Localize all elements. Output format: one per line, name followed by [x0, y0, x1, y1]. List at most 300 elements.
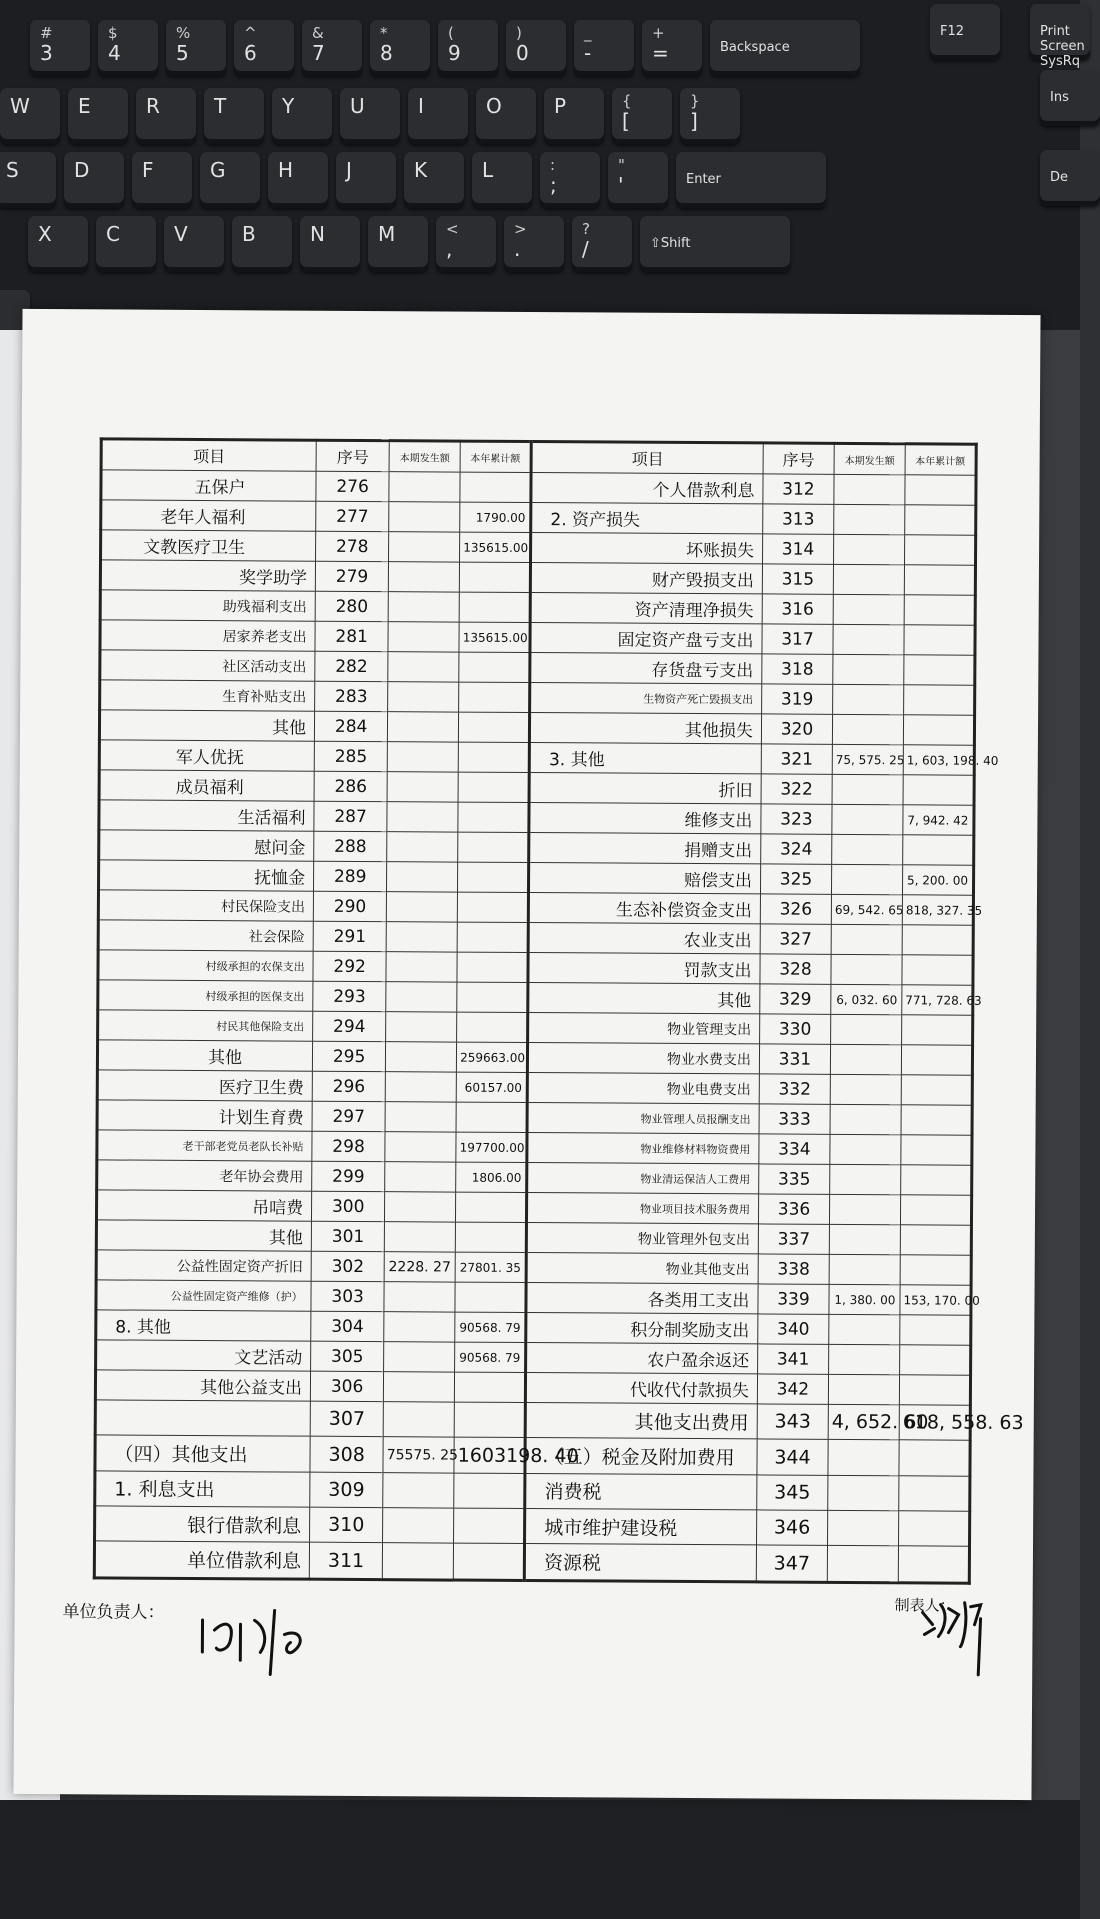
desk-bottom: [0, 1800, 1080, 1919]
right-current-cell: 4, 652. 60: [828, 1404, 899, 1440]
left-ytd-cell: [459, 592, 530, 622]
left-current-cell: [386, 952, 457, 982]
right-current-cell: [827, 1546, 898, 1583]
left-item-cell: 助残福利支出: [100, 590, 315, 621]
right-item-cell: 物业项目技术服务费用: [527, 1193, 759, 1224]
left-current-cell: 75575. 25: [383, 1437, 454, 1473]
right-item-cell: 消费税: [525, 1473, 757, 1510]
key-label: -: [584, 41, 592, 65]
left-item-cell: 公益性固定资产维修（护）: [96, 1280, 311, 1311]
right-seq-cell: 314: [762, 534, 833, 564]
left-seq-cell: 296: [312, 1071, 385, 1101]
right-ytd-cell: 818, 327. 35: [902, 895, 973, 925]
right-ytd-cell: 771, 728. 63: [902, 985, 973, 1015]
right-seq-cell: 333: [759, 1104, 830, 1134]
left-seq-cell: 303: [311, 1281, 384, 1311]
left-seq-cell: 277: [316, 501, 389, 531]
left-current-cell: [389, 532, 460, 562]
right-item-cell: 代收代付款损失: [526, 1373, 758, 1404]
left-item-cell: 吊唁费: [96, 1190, 311, 1221]
left-seq-cell: 306: [310, 1371, 383, 1401]
key-shift-label: <: [446, 220, 459, 238]
right-item-cell: 物业管理支出: [528, 1013, 760, 1044]
right-item-cell: 资产清理净损失: [530, 593, 762, 624]
header-current-right: 本期发生额: [834, 443, 905, 474]
right-current-cell: [829, 1314, 900, 1344]
key-label: 9: [448, 41, 461, 65]
right-item-cell: 其他支出费用: [525, 1403, 757, 1440]
left-current-cell: [388, 652, 459, 682]
right-item-cell: 物业清运保洁人工费用: [527, 1163, 759, 1194]
key-1-5: [340, 88, 400, 144]
left-seq-cell: 295: [312, 1041, 385, 1071]
key-shift-label: &: [312, 24, 324, 42]
right-item-cell: 各类用工支出: [526, 1283, 758, 1314]
key-label: 6: [244, 41, 257, 65]
left-item-cell: 单位借款利息: [94, 1541, 309, 1579]
key-label: V: [174, 222, 188, 246]
right-item-cell: 财产毁损支出: [530, 563, 762, 594]
table-row: [95, 1506, 970, 1547]
key-label: ,: [446, 237, 453, 261]
key-2-7: [472, 152, 532, 208]
key-2-8: [540, 152, 600, 208]
key-label: J: [346, 158, 352, 182]
left-ytd-cell: [458, 802, 529, 832]
left-current-cell: [388, 712, 459, 742]
left-seq-cell: 307: [310, 1401, 383, 1437]
key-prtsc: Print Screen SysRq: [1030, 4, 1090, 60]
left-item-cell: 8. 其他: [96, 1310, 311, 1341]
left-ytd-cell: 1603198. 40: [454, 1437, 525, 1473]
right-ytd-cell: [904, 625, 975, 655]
key-1-0: [0, 88, 60, 144]
key-label: ⇧Shift: [650, 236, 691, 251]
left-ytd-cell: [456, 1102, 527, 1132]
expense-ledger-table: [93, 437, 1024, 1584]
left-ytd-cell: [454, 1402, 525, 1438]
right-seq-cell: 312: [763, 474, 834, 504]
key-1-7: [476, 88, 536, 144]
key-shift-label: :: [550, 156, 556, 174]
left-seq-cell: 299: [312, 1161, 385, 1191]
key-3-9: [640, 216, 790, 272]
right-current-cell: [827, 1510, 898, 1546]
right-current-cell: [833, 564, 904, 594]
right-seq-cell: 336: [758, 1194, 829, 1224]
right-item-cell: 固定资产盘亏支出: [530, 623, 762, 654]
header-seq-right: 序号: [763, 443, 834, 474]
left-item-cell: 军人优抚: [99, 740, 314, 771]
key-0-9: [642, 20, 702, 76]
left-item-cell: 银行借款利息: [95, 1506, 310, 1543]
right-seq-cell: 346: [756, 1510, 827, 1546]
key-label: 4: [108, 41, 121, 65]
key-label: S: [6, 158, 19, 182]
left-item-cell: 奖学助学: [100, 560, 315, 591]
right-current-cell: [832, 774, 903, 804]
key-0-4: [302, 20, 362, 76]
left-current-cell: 2228. 27: [384, 1252, 455, 1282]
key-label: 7: [312, 41, 325, 65]
right-ytd-cell: [904, 685, 975, 715]
right-ytd-cell: 5, 200. 00: [902, 865, 973, 895]
left-seq-cell: 301: [311, 1221, 384, 1251]
right-current-cell: [832, 804, 903, 834]
left-item-cell: 老年人福利: [101, 500, 316, 531]
right-current-cell: [831, 954, 902, 984]
right-ytd-cell: [900, 1345, 971, 1375]
key-0-6: [438, 20, 498, 76]
left-seq-cell: 278: [316, 531, 389, 561]
key-label: D: [74, 158, 90, 182]
key-label: 0: [516, 41, 529, 65]
left-ytd-cell: [459, 652, 530, 682]
preparer-signature: [918, 1584, 1019, 1685]
left-item-cell: 计划生育费: [97, 1100, 312, 1131]
left-current-cell: [386, 1012, 457, 1042]
left-seq-cell: 283: [315, 681, 388, 711]
left-current-cell: [388, 622, 459, 652]
left-ytd-cell: [455, 1222, 526, 1252]
right-current-cell: [833, 624, 904, 654]
left-seq-cell: 291: [313, 921, 386, 951]
left-item-cell: 公益性固定资产折旧: [96, 1250, 311, 1281]
key-label: M: [378, 222, 396, 246]
right-current-cell: 1, 380. 00: [829, 1284, 900, 1314]
key-label: Y: [282, 94, 295, 118]
left-item-cell: 社区活动支出: [100, 650, 315, 681]
left-seq-cell: 281: [315, 621, 388, 651]
right-ytd-cell: [901, 1075, 972, 1105]
left-current-cell: [387, 772, 458, 802]
right-current-cell: [831, 924, 902, 954]
right-current-cell: [830, 1164, 901, 1194]
left-current-cell: [386, 982, 457, 1012]
left-ytd-cell: [458, 742, 529, 772]
right-current-cell: [830, 1044, 901, 1074]
left-ytd-cell: [456, 1192, 527, 1222]
left-ytd-cell: [455, 1372, 526, 1402]
key-label: T: [214, 94, 227, 118]
left-item-cell: 其他: [97, 1040, 312, 1071]
right-seq-cell: 341: [758, 1344, 829, 1374]
key-label: 5: [176, 41, 189, 65]
left-item-cell: 文教医疗卫生: [101, 530, 316, 561]
left-ytd-cell: [458, 832, 529, 862]
right-seq-cell: 347: [756, 1545, 827, 1582]
left-ytd-cell: [457, 982, 528, 1012]
left-seq-cell: 287: [314, 801, 387, 831]
left-item-cell: 其他公益支出: [95, 1370, 310, 1401]
right-current-cell: [834, 474, 905, 504]
key-2-10: [676, 152, 826, 208]
left-item-cell: 社会保险: [98, 920, 313, 951]
right-item-cell: 其他: [528, 983, 760, 1014]
right-current-cell: [831, 1014, 902, 1044]
key-3-7: [504, 216, 564, 272]
table-row: [95, 1471, 970, 1512]
key-shift-label: >: [514, 220, 527, 238]
left-item-cell: 其他: [96, 1220, 311, 1251]
key-label: ': [618, 173, 624, 197]
right-ytd-cell: [899, 1440, 970, 1476]
key-label: X: [38, 222, 52, 246]
right-ytd-cell: [901, 1105, 972, 1135]
left-item-cell: 老干部老党员老队长补贴: [97, 1130, 312, 1161]
right-current-cell: 69, 542. 65: [831, 894, 902, 924]
right-seq-cell: 339: [758, 1284, 829, 1314]
right-ytd-cell: 618, 558. 63: [899, 1405, 970, 1441]
right-current-cell: [829, 1344, 900, 1374]
key-ins: Ins: [1040, 70, 1100, 126]
key-1-8: [544, 88, 604, 144]
right-current-cell: [829, 1194, 900, 1224]
left-ytd-cell: 135615.00: [459, 622, 530, 652]
left-current-cell: [385, 1162, 456, 1192]
left-ytd-cell: [458, 862, 529, 892]
header-ytd-right: 本年累计额: [905, 444, 976, 475]
right-item-cell: 物业维修材料物资费用: [527, 1133, 759, 1164]
key-label: 3: [40, 41, 53, 65]
paper-sheet: [13, 309, 1040, 1800]
right-ytd-cell: [903, 715, 974, 745]
left-current-cell: [382, 1543, 453, 1580]
right-ytd-cell: [900, 1225, 971, 1255]
left-current-cell: [384, 1372, 455, 1402]
left-current-cell: [385, 1192, 456, 1222]
left-item-cell: 医疗卫生费: [97, 1070, 312, 1101]
key-0-8: [574, 20, 634, 76]
right-seq-cell: 315: [762, 564, 833, 594]
right-ytd-cell: [902, 925, 973, 955]
right-ytd-cell: [900, 1315, 971, 1345]
left-ytd-cell: [458, 772, 529, 802]
right-current-cell: [833, 654, 904, 684]
left-seq-cell: 285: [314, 741, 387, 771]
key-2-1: [64, 152, 124, 208]
key-1-3: [204, 88, 264, 144]
key-label: W: [10, 94, 30, 118]
right-seq-cell: 335: [759, 1164, 830, 1194]
header-item-right: 项目: [531, 442, 763, 474]
key-0-2: [166, 20, 226, 76]
right-item-cell: 物业管理外包支出: [526, 1223, 758, 1254]
right-seq-cell: 327: [760, 924, 831, 954]
left-current-cell: [389, 472, 460, 502]
right-ytd-cell: [904, 595, 975, 625]
left-item-cell: 村民其他保险支出: [98, 1010, 313, 1041]
right-item-cell: 赔偿支出: [529, 863, 761, 894]
left-seq-cell: 294: [313, 1011, 386, 1041]
preparer-label: 制表人：: [894, 1596, 955, 1615]
key-label: L: [482, 158, 494, 182]
left-current-cell: [384, 1282, 455, 1312]
left-item-cell: 村民保险支出: [98, 890, 313, 921]
right-item-cell: 维修支出: [529, 803, 761, 834]
key-2-9: [608, 152, 668, 208]
left-ytd-cell: 259663.00: [457, 1042, 528, 1072]
right-seq-cell: 325: [760, 864, 831, 894]
key-2-3: [200, 152, 260, 208]
right-ytd-cell: 153, 170. 00: [900, 1285, 971, 1315]
header-item: 项目: [101, 439, 316, 471]
key-shift-label: _: [584, 24, 592, 42]
key-label: F: [142, 158, 154, 182]
key-label: N: [310, 222, 325, 246]
right-current-cell: [833, 594, 904, 624]
left-ytd-cell: 1790.00: [460, 502, 531, 532]
left-ytd-cell: [459, 712, 530, 742]
right-seq-cell: 318: [762, 654, 833, 684]
key-0-10: [710, 20, 860, 76]
left-item-cell: 村级承担的农保支出: [98, 950, 313, 981]
left-seq-cell: 288: [314, 831, 387, 861]
right-seq-cell: 326: [760, 894, 831, 924]
right-seq-cell: 324: [761, 834, 832, 864]
left-seq-cell: 293: [313, 981, 386, 1011]
right-seq-cell: 322: [761, 774, 832, 804]
right-current-cell: [832, 834, 903, 864]
left-seq-cell: 304: [311, 1311, 384, 1341]
right-current-cell: [831, 864, 902, 894]
key-3-4: [300, 216, 360, 272]
right-current-cell: [828, 1374, 899, 1404]
key-label: 8: [380, 41, 393, 65]
right-seq-cell: 344: [757, 1439, 828, 1475]
left-current-cell: [383, 1402, 454, 1438]
leader-signature: [194, 1590, 355, 1681]
left-item-cell: [95, 1400, 310, 1437]
key-label: [: [622, 109, 630, 133]
right-item-cell: 存货盘亏支出: [530, 653, 762, 684]
key-1-10: [680, 88, 740, 144]
key-0-7: [506, 20, 566, 76]
right-ytd-cell: [899, 1476, 970, 1512]
key-shift-label: %: [176, 24, 191, 42]
right-seq-cell: 334: [759, 1134, 830, 1164]
key-label: G: [210, 158, 226, 182]
left-current-cell: [385, 1132, 456, 1162]
left-item-cell: 五保户: [101, 470, 316, 501]
key-shift-label: ): [516, 24, 522, 42]
right-ytd-cell: [905, 475, 976, 505]
key-shift-label: {: [622, 92, 632, 110]
key-shift-label: }: [690, 92, 700, 110]
key-3-8: [572, 216, 632, 272]
right-seq-cell: 343: [757, 1404, 828, 1440]
right-item-cell: 物业水费支出: [528, 1043, 760, 1074]
left-seq-cell: 302: [311, 1251, 384, 1281]
key-0-0: [30, 20, 90, 76]
key-label: C: [106, 222, 120, 246]
left-ytd-cell: [454, 1508, 525, 1544]
right-seq-cell: 319: [762, 684, 833, 714]
right-item-cell: 3. 其他: [529, 743, 761, 774]
key-label: /: [582, 237, 589, 261]
key-1-4: [272, 88, 332, 144]
left-seq-cell: 276: [316, 471, 389, 501]
key-label: ]: [690, 109, 698, 133]
left-ytd-cell: [453, 1543, 524, 1580]
left-current-cell: [383, 1472, 454, 1508]
key-shift-label: $: [108, 24, 118, 42]
key-label: Backspace: [720, 40, 790, 55]
right-seq-cell: 332: [759, 1074, 830, 1104]
right-seq-cell: 317: [762, 624, 833, 654]
key-2-6: [404, 152, 464, 208]
key-shift-label: ^: [244, 24, 257, 42]
leader-label: 单位负责人：: [62, 1602, 165, 1623]
right-ytd-cell: [901, 1045, 972, 1075]
left-item-cell: 成员福利: [99, 770, 314, 801]
right-item-cell: （五）税金及附加费用: [525, 1438, 757, 1475]
left-item-cell: 生活福利: [99, 800, 314, 831]
right-current-cell: [829, 1254, 900, 1284]
right-ytd-cell: [902, 1015, 973, 1045]
left-item-cell: 村级承担的医保支出: [98, 980, 313, 1011]
right-ytd-cell: [903, 835, 974, 865]
left-item-cell: 居家养老支出: [100, 620, 315, 651]
left-current-cell: [387, 742, 458, 772]
key-shift-label: ": [618, 156, 625, 174]
left-ytd-cell: [457, 892, 528, 922]
right-ytd-cell: [900, 1195, 971, 1225]
right-item-cell: 罚款支出: [528, 953, 760, 984]
right-seq-cell: 340: [758, 1314, 829, 1344]
left-item-cell: 抚恤金: [98, 860, 313, 891]
right-item-cell: 物业其他支出: [526, 1253, 758, 1284]
right-item-cell: 农业支出: [528, 923, 760, 954]
left-seq-cell: 282: [315, 651, 388, 681]
right-item-cell: 折旧: [529, 773, 761, 804]
right-item-cell: 积分制奖励支出: [526, 1313, 758, 1344]
left-seq-cell: 290: [313, 891, 386, 921]
table-row: [95, 1400, 970, 1441]
key-shift-label: #: [40, 24, 53, 42]
key-1-6: [408, 88, 468, 144]
header-ytd: 本年累计额: [460, 441, 531, 472]
left-ytd-cell: 60157.00: [456, 1072, 527, 1102]
left-seq-cell: 297: [312, 1101, 385, 1131]
right-seq-cell: 321: [761, 744, 832, 774]
right-item-cell: 物业电费支出: [527, 1073, 759, 1104]
right-item-cell: 捐赠支出: [529, 833, 761, 864]
right-item-cell: 其他损失: [530, 713, 762, 744]
table-row: [94, 1541, 969, 1583]
key-0-5: [370, 20, 430, 76]
right-current-cell: [829, 1224, 900, 1254]
key-1-9: [612, 88, 672, 144]
left-seq-cell: 286: [314, 771, 387, 801]
key-0-1: [98, 20, 158, 76]
key-shift-label: ?: [582, 220, 590, 238]
left-seq-cell: 289: [314, 861, 387, 891]
left-ytd-cell: [457, 1012, 528, 1042]
right-current-cell: [830, 1074, 901, 1104]
left-current-cell: [386, 922, 457, 952]
key-3-1: [96, 216, 156, 272]
right-ytd-cell: [904, 535, 975, 565]
left-item-cell: （四）其他支出: [95, 1435, 310, 1472]
key-0-3: [234, 20, 294, 76]
left-seq-cell: 292: [313, 951, 386, 981]
right-current-cell: 75, 575. 25: [832, 744, 903, 774]
right-seq-cell: 323: [761, 804, 832, 834]
left-seq-cell: 308: [310, 1437, 383, 1473]
key-del: De: [1040, 150, 1100, 206]
key-label: ;: [550, 173, 557, 197]
